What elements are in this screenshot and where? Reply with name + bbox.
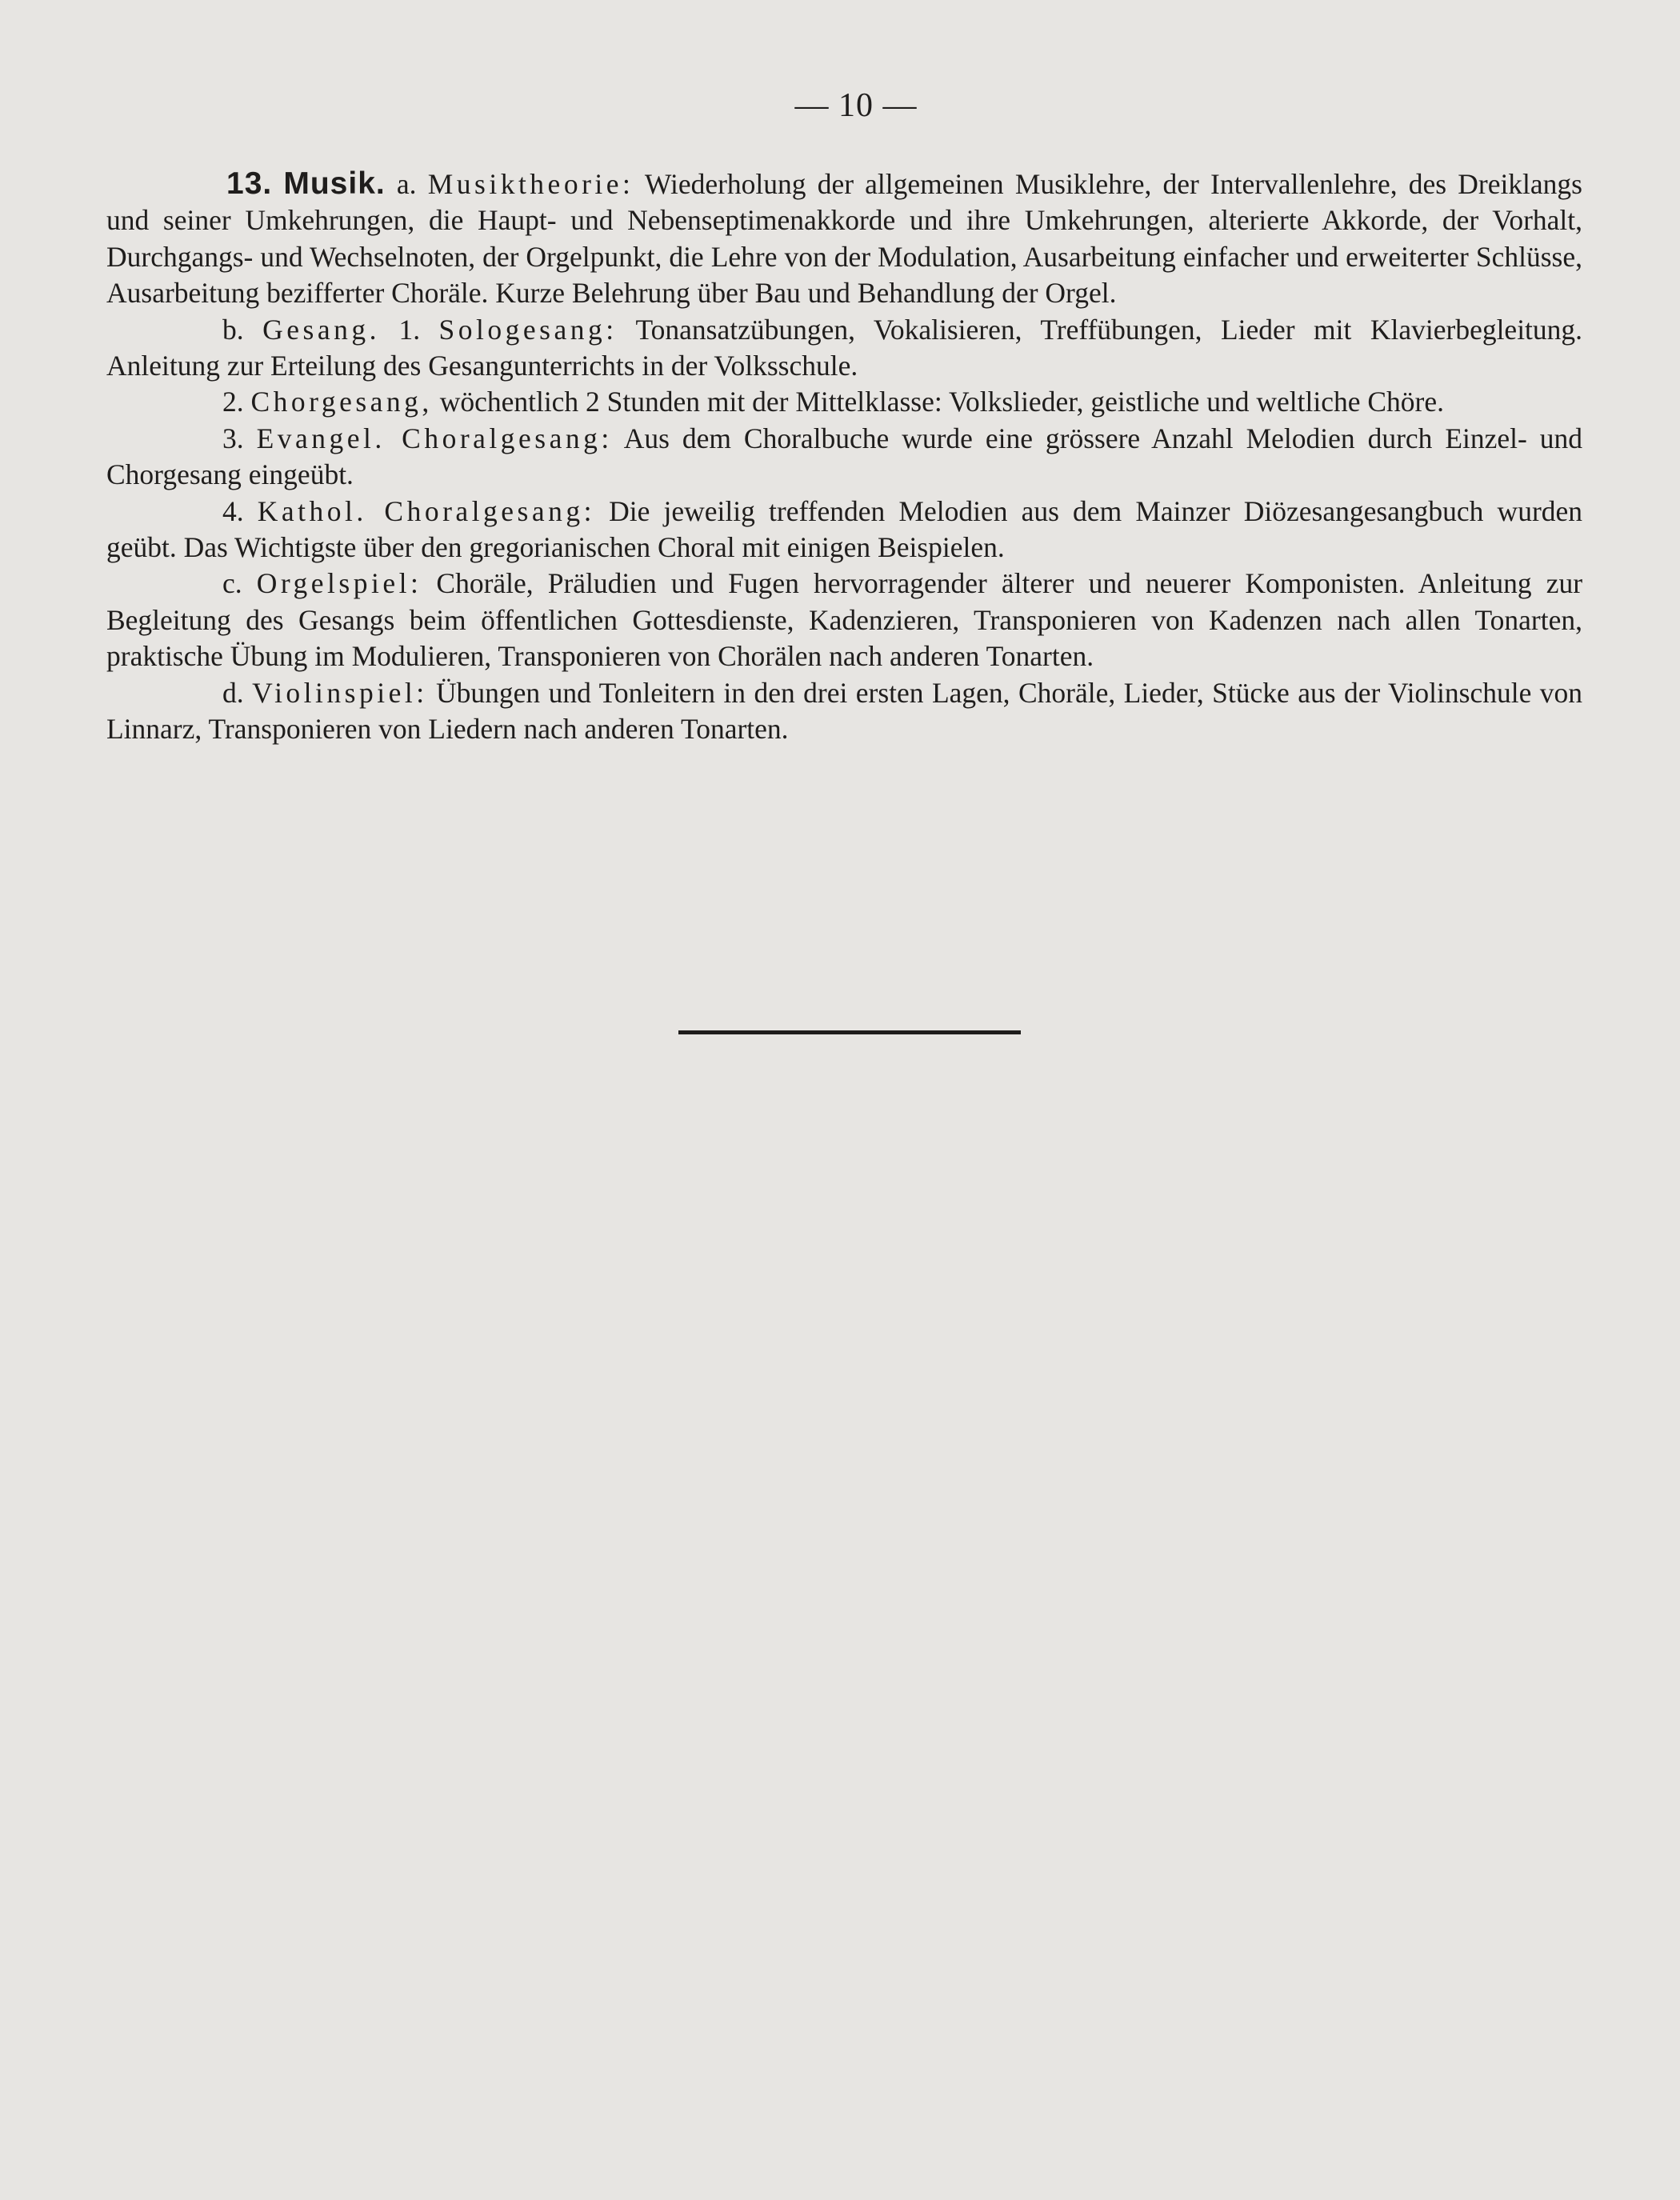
subsection-label: b. (222, 313, 244, 346)
section-end-rule (678, 1030, 1021, 1034)
item-heading: Chorgesang, (250, 386, 433, 418)
item-label: 1. (398, 313, 421, 346)
section-number: 13. (226, 166, 273, 201)
subsection-label: c. (222, 567, 242, 600)
subsection-heading: Musiktheorie: (427, 168, 634, 200)
paragraph-sologesang (106, 312, 1582, 385)
subsection-text: Wiederholung der allgemeinen Musiklehre, der Intervallenlehre, des Dreiklangs und seiner Umkehrungen, die Haupt- und Nebenseptimenakkorde und ihre Umkehrungen, alterierte Akkorde, der Vorhalt, Durchgangs- und Wechselnoten, der Orgelpunkt, die Lehre von der Modulation, Ausarbeitung einfacher und erweiterter Schlüsse, Ausarbeitung bezifferter Choräle. Kurze Belehrung über Bau und Behandlung der Orgel. (106, 168, 1582, 310)
subsection-label: d. (222, 676, 244, 709)
item-text: Tonansatzübungen, Vokalisieren, Treffübungen, Lieder mit Klavierbegleitung. Anleitung zur Erteilung des Gesangunterrichts in der Volksschule. (106, 313, 1583, 382)
paragraph-chorgesang (106, 384, 1582, 420)
section-musik (106, 166, 1582, 748)
item-label: 4. (222, 494, 244, 527)
item-text: Aus dem Choralbuche wurde eine grössere Anzahl Melodien durch Einzel- und Chorgesang eingeübt. (106, 422, 1583, 491)
page-number: — 10 — (794, 87, 918, 124)
subsection-heading: Gesang. (262, 313, 380, 346)
subsection-label: a. (396, 168, 417, 200)
paragraph-orgelspiel (106, 566, 1582, 674)
section-title: Musik. (283, 166, 386, 201)
item-text: Die jeweilig treffenden Melodien aus dem Mainzer Diözesangesangbuch wurden geübt. Das Wichtigste über den gregorianischen Choral mit einigen Beispielen. (106, 494, 1583, 564)
paragraph-violinspiel (106, 675, 1582, 748)
item-label: 2. (222, 386, 244, 418)
item-heading: Evangel. Choralgesang: (256, 422, 613, 454)
item-heading: Kathol. Choralgesang: (257, 494, 595, 527)
item-label: 3. (222, 422, 244, 454)
subsection-text: Choräle, Präludien und Fugen hervorragender älterer und neuerer Komponisten. Anleitung zur Begleitung des Gesangs beim öffentlichen Gottesdienste, Kadenzieren, Transponieren von Kadenzen nach allen Tonarten, praktische Übung im Modulieren, Transponieren von Chorälen nach anderen Tonarten. (106, 567, 1583, 673)
subsection-text: Übungen und Tonleitern in den drei ersten Lagen, Choräle, Lieder, Stücke aus der Violinschule von Linnarz, Transponieren von Liedern nach anderen Tonarten. (106, 676, 1583, 746)
item-heading: Sologesang: (438, 313, 618, 346)
subsection-heading: Orgelspiel: (256, 567, 422, 600)
item-text: wöchentlich 2 Stunden mit der Mittelklasse: Volkslieder, geistliche und weltliche Chöre. (439, 386, 1444, 418)
paragraph-evangel-choralgesang (106, 421, 1582, 494)
paragraph-kathol-choralgesang (106, 494, 1582, 566)
paragraph-musiktheorie (106, 166, 1582, 312)
subsection-heading: Violinspiel: (252, 676, 428, 709)
